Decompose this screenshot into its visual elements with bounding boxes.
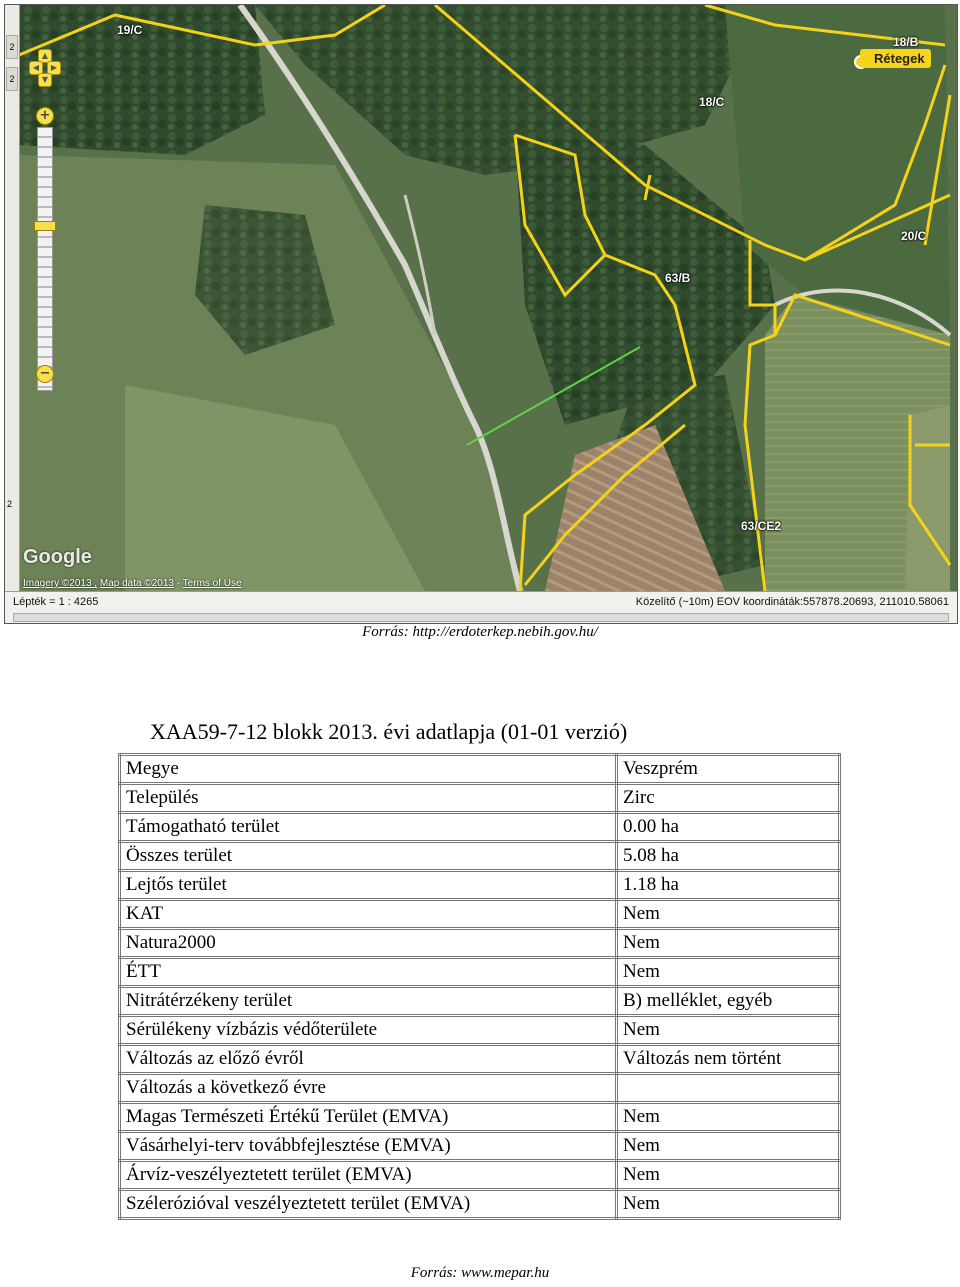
- row-label: Változás a következő évre: [120, 1074, 617, 1103]
- zoom-in-icon[interactable]: +: [36, 107, 54, 125]
- parcel-label: 18/B: [893, 35, 919, 49]
- page-title: XAA59-7-12 blokk 2013. évi adatlapja (01-01 verzió): [150, 719, 628, 744]
- toolbar-button[interactable]: 2: [6, 35, 18, 59]
- row-label: Összes terület: [120, 842, 617, 871]
- toolbar-button[interactable]: 2: [6, 67, 18, 91]
- table-row: [120, 929, 840, 958]
- map-data-credit: Map data ©2013: [99, 578, 174, 589]
- table-row: [120, 958, 840, 987]
- edge-mark: 2: [7, 499, 13, 509]
- row-label: Árvíz-veszélyeztetett terület (EMVA): [120, 1161, 617, 1190]
- pan-left-icon[interactable]: ◀: [29, 61, 43, 75]
- parcel-label: 63/CE2: [741, 519, 782, 533]
- row-label: Sérülékeny vízbázis védőterülete: [120, 1016, 617, 1045]
- row-value: Nem: [617, 1190, 840, 1219]
- row-label: Szélerózióval veszélyeztetett terület (EMVA): [120, 1190, 617, 1219]
- row-value: Nem: [617, 1016, 840, 1045]
- row-label: Változás az előző évről: [120, 1045, 617, 1074]
- table-row: [120, 813, 840, 842]
- map-source-caption: Forrás: http://erdoterkep.nebih.gov.hu/: [362, 624, 598, 640]
- horizontal-scrollbar[interactable]: [13, 613, 949, 622]
- row-value: Nem: [617, 1161, 840, 1190]
- zoom-slider-thumb[interactable]: [34, 221, 56, 231]
- table-row: [120, 987, 840, 1016]
- table-source-caption: Forrás: www.mepar.hu: [410, 1265, 550, 1281]
- data-sheet-table: [118, 753, 841, 1220]
- row-label: Nitrátérzékeny terület: [120, 987, 617, 1016]
- terms-link[interactable]: Terms of Use: [182, 578, 242, 589]
- table-row: [120, 1103, 840, 1132]
- zoom-out-icon[interactable]: −: [36, 365, 54, 383]
- map-view[interactable]: [4, 4, 958, 624]
- row-value: Nem: [617, 929, 840, 958]
- row-value: Változás nem történt: [617, 1045, 840, 1074]
- row-label: Vásárhelyi-terv továbbfejlesztése (EMVA): [120, 1132, 617, 1161]
- parcel-label: 20/C: [901, 229, 927, 243]
- imagery-credit: Imagery ©2013 ,: [23, 578, 98, 589]
- table-row: [120, 871, 840, 900]
- coordinate-readout: Közelítő (~10m) EOV koordináták:557878.20693, 211010.58061: [635, 596, 949, 608]
- row-value: Veszprém: [617, 755, 840, 784]
- row-value: Nem: [617, 958, 840, 987]
- table-row: [120, 842, 840, 871]
- satellite-map[interactable]: [5, 5, 957, 591]
- pan-down-icon[interactable]: ▼: [38, 73, 52, 87]
- row-value: 5.08 ha: [617, 842, 840, 871]
- row-label: KAT: [120, 900, 617, 929]
- table-row: [120, 900, 840, 929]
- google-logo: Google: [23, 546, 92, 568]
- row-value: Zirc: [617, 784, 840, 813]
- scale-readout: Lépték = 1 : 4265: [13, 596, 99, 608]
- row-label: ÉTT: [120, 958, 617, 987]
- row-label: Támogatható terület: [120, 813, 617, 842]
- parcel-label: 19/C: [117, 23, 143, 37]
- table-row: [120, 1132, 840, 1161]
- row-value: B) melléklet, egyéb: [617, 987, 840, 1016]
- row-label: Megye: [120, 755, 617, 784]
- table-row: [120, 784, 840, 813]
- row-label: Település: [120, 784, 617, 813]
- row-value: 1.18 ha: [617, 871, 840, 900]
- table-row: [120, 1161, 840, 1190]
- pan-up-icon[interactable]: ▲: [38, 49, 52, 63]
- table-row: [120, 1190, 840, 1219]
- pan-right-icon[interactable]: ▶: [47, 61, 61, 75]
- row-value: Nem: [617, 1132, 840, 1161]
- row-label: Lejtős terület: [120, 871, 617, 900]
- table-row: [120, 755, 840, 784]
- row-value: Nem: [617, 1103, 840, 1132]
- status-bar: [5, 591, 957, 624]
- map-credit: Imagery ©2013 , Map data ©2013 - Terms of Use: [23, 578, 242, 589]
- parcel-label: 18/C: [699, 95, 725, 109]
- village-label: Rétegek: [860, 49, 931, 68]
- row-value: 0.00 ha: [617, 813, 840, 842]
- row-value: Nem: [617, 900, 840, 929]
- table-row: [120, 1074, 840, 1103]
- row-label: Magas Természeti Értékű Terület (EMVA): [120, 1103, 617, 1132]
- table-row: [120, 1045, 840, 1074]
- parcel-label: 63/B: [665, 271, 691, 285]
- row-label: Natura2000: [120, 929, 617, 958]
- zoom-slider[interactable]: [37, 127, 53, 391]
- left-toolbar: [5, 5, 20, 623]
- row-value: [617, 1074, 840, 1103]
- table-row: [120, 1016, 840, 1045]
